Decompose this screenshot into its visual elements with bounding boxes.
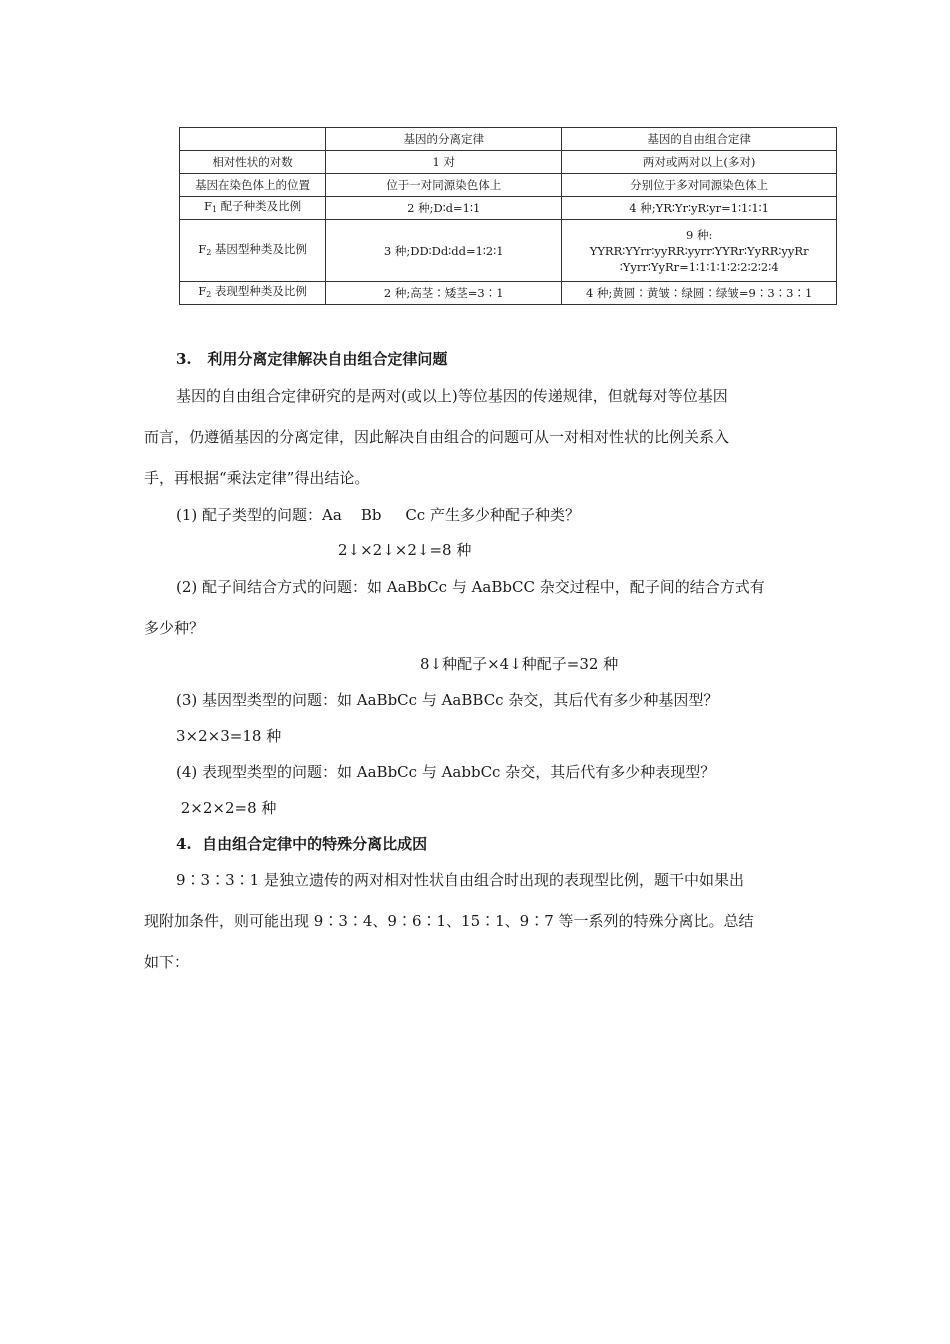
question-2-continued: 多少种？ (144, 619, 205, 637)
table-cell: 两对或两对以上(多对) (562, 151, 837, 174)
row-label: 相对性状的对数 (180, 151, 326, 174)
table-row (180, 151, 837, 174)
table-cell: 位于一对同源染色体上 (326, 174, 562, 197)
label-rest: 配子种类及比例 (217, 199, 302, 213)
table-header-cell (180, 128, 326, 151)
table-row (180, 220, 837, 282)
row-label (180, 220, 326, 282)
label-main: F (198, 284, 207, 298)
paragraph-line: 现附加条件，则可能出现 9∶3∶4、9∶6∶1、15∶1、9∶7 等一系列的特殊分离比。总结 (144, 912, 754, 930)
table-cell: 2 种;D∶d=1∶1 (326, 197, 562, 220)
paragraph-line: 手，再根据“乘法定律”得出结论。 (144, 469, 370, 487)
question-1: (1) 配子类型的问题：Aa Bb Cc 产生多少种配子种类？ (176, 506, 580, 524)
table-row (180, 174, 837, 197)
label-rest: 基因型种类及比例 (211, 241, 307, 256)
question-2: (2) 配子间结合方式的问题：如 AaBbCc 与 AaBbCC 杂交过程中，配子间的结合方式有 (176, 578, 765, 596)
row-label (180, 197, 326, 220)
question-3: (3) 基因型类型的问题：如 AaBbCc 与 AaBBCc 杂交，其后代有多少种基因型？ (176, 691, 719, 709)
cell-line: 9 种: (685, 227, 713, 242)
table-row (180, 282, 837, 305)
table-header-cell: 基因的分离定律 (326, 128, 562, 151)
paragraph-line: 如下： (144, 953, 190, 971)
table-cell (562, 220, 837, 282)
row-label: 基因在染色体上的位置 (180, 174, 326, 197)
table-header-row (180, 128, 837, 151)
label-main: F (198, 241, 207, 256)
question-4: (4) 表现型类型的问题：如 AaBbCc 与 AabbCc 杂交，其后代有多少种表现型？ (176, 763, 716, 781)
label-rest: 表现型种类及比例 (211, 284, 307, 298)
table-cell: 2 种;高茎∶矮茎=3∶1 (326, 282, 562, 305)
label-subscript: 1 (211, 205, 218, 214)
table-cell: 4 种;YR∶Yr∶yR∶yr=1∶1∶1∶1 (562, 197, 837, 220)
paragraph-line: 基因的自由组合定律研究的是两对(或以上)等位基因的传递规律，但就每对等位基因 (176, 387, 728, 405)
question-2-answer: 8↓种配子×4↓种配子=32 种 (420, 655, 619, 673)
table-cell: 1 对 (326, 151, 562, 174)
table-header-cell: 基因的自由组合定律 (562, 128, 837, 151)
paragraph-line: 而言，仍遵循基因的分离定律，因此解决自由组合的问题可从一对相对性状的比例关系入 (144, 428, 730, 446)
label-subscript: 2 (206, 247, 212, 257)
paragraph-line: 9∶3∶3∶1 是独立遗传的两对相对性状自由组合时出现的表现型比例，题干中如果出 (176, 871, 744, 889)
genetics-law-comparison-table (179, 127, 837, 305)
table-cell: 分别位于多对同源染色体上 (562, 174, 837, 197)
table-cell: 4 种;黄圆∶黄皱∶绿圆∶绿皱=9∶3∶3∶1 (562, 282, 837, 305)
section-4-heading: 4. 自由组合定律中的特殊分离比成因 (176, 835, 428, 853)
row-label (180, 282, 326, 305)
label-main: F (203, 199, 212, 213)
section-3-heading: 3. 利用分离定律解决自由组合定律问题 (176, 350, 448, 368)
question-1-answer: 2↓×2↓×2↓=8 种 (338, 541, 472, 559)
cell-line: ∶Yyrr∶YyRr=1∶1∶1∶1∶2∶2∶2∶2∶4 (619, 259, 779, 274)
label-subscript: 2 (206, 290, 212, 299)
table-row (180, 197, 837, 220)
question-3-answer: 3×2×3=18 种 (176, 727, 282, 745)
cell-line: YYRR∶YYrr∶yyRR∶yyrr∶YYRr∶YyRR∶yyRr (589, 243, 809, 258)
table-cell: 3 种;DD∶Dd∶dd=1∶2∶1 (326, 220, 562, 282)
question-4-answer: 2×2×2=8 种 (176, 799, 277, 817)
